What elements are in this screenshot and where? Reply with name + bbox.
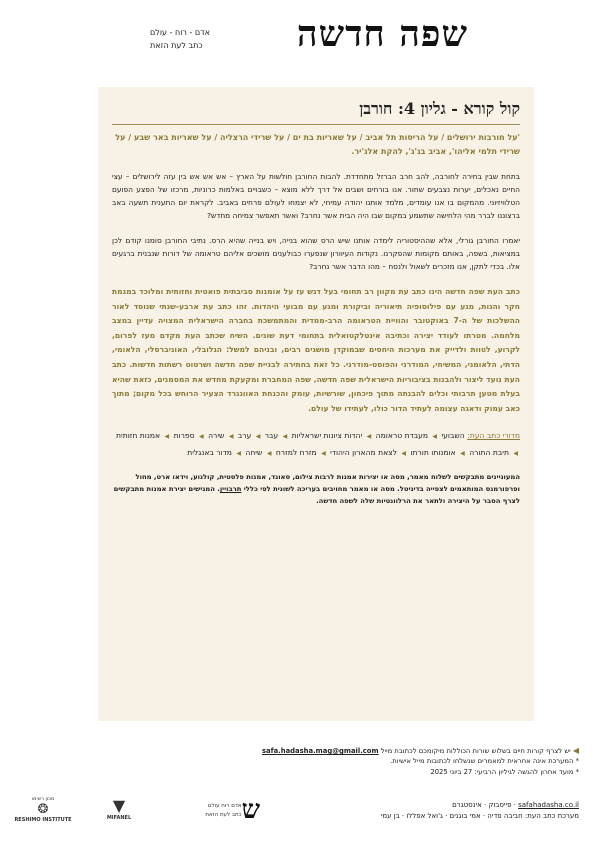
section-item[interactable]: עבר — [262, 431, 281, 441]
section-item[interactable]: מזרח למזרח — [273, 447, 320, 457]
section-item[interactable]: השבועי — [439, 431, 465, 441]
instagram-link[interactable]: אינסטגרם — [452, 801, 482, 809]
section-item[interactable]: ספרות — [171, 431, 198, 441]
reshimo-logo — [12, 796, 74, 823]
style-guide-link[interactable]: תרבויין — [219, 485, 242, 494]
tagline-line-1: אדם - רוח - עולם — [150, 28, 210, 37]
safa-mark: ש — [241, 795, 260, 825]
partner-logos — [12, 796, 262, 836]
content-panel — [98, 87, 534, 721]
info-line-3: * מועד אחרון להגשה לגיליון הרביעי: 27 ביוני 2025 — [430, 767, 579, 776]
logo: שפה חדשה — [296, 13, 468, 55]
sections-label: מדורי כתב העת: — [467, 431, 520, 441]
staff-credits: מערכת כתב העת: חביבה פדיה · אמי בוגנים · ג'ואל אפללו · בן עמי — [380, 812, 579, 820]
reshimo-label: RESHIMO INSTITUTE — [14, 817, 72, 823]
section-item[interactable]: תיבת התורה — [466, 447, 512, 457]
separator-icon: ◀ — [513, 449, 518, 457]
info-line-2: * המערכת אינה אחראית למאמרים שנשלחו לכתובות מייל אישיות. — [390, 757, 579, 766]
mifanel-label: MIFANEL — [106, 815, 132, 821]
reshimo-emblem-icon: ❂ — [37, 802, 49, 817]
page-title: קול קורא - גליון 4: חורבן — [112, 99, 520, 125]
separator-icon: ◀ — [321, 449, 326, 457]
subtitle-quote: 'על חורבות ירושלים / על הריסות תל אביב / על שאריות בת ים / על שרידי הרצליה / על שאריות באר שבע / על שרידי תלמי אליהו', אביב בג'ג', להקת אלג'יר. — [115, 133, 520, 156]
section-item[interactable]: שיחה — [242, 447, 265, 457]
reshimo-he: מכון רשימו — [31, 796, 55, 802]
separator-icon: ◀ — [164, 433, 170, 441]
info-line-1: יש לצרף קורות חיים בשלוש שורות הכוללות מיקומכם לכתובת מייל — [380, 747, 571, 755]
section-item[interactable]: אומנותו תורתו — [408, 447, 459, 457]
tagline-line-2: כתב לעת הזאת — [150, 41, 203, 50]
sections-list — [112, 428, 520, 461]
section-item[interactable]: ערב — [235, 431, 254, 441]
separator-icon: ◀ — [401, 449, 407, 457]
separator-icon: ◀ — [236, 449, 241, 457]
separator-icon: ◀ — [460, 449, 465, 457]
separator-icon: ◀ — [255, 433, 261, 441]
section-item[interactable]: שירה — [205, 431, 227, 441]
submission-note — [112, 471, 520, 507]
paragraph-2: יאמרו החורבן גורלי, אלא שההיסטוריה לימדה אותנו שיש הרס שהוא בנייה, ויש בנייה שהיא הרס. נתיבי החורבן סומנו קודם לכן במציאות, בשפה, באותם מקומות שהפקרנו. נקודות העיוורון שנפערו כבולענים מושכים אליהם טראומה של דורות שנבנית ברגעים אלו. בכדי לתקן, אנו מזכרים לשאול ולנסח – מהו הדבר אשר נחרב? — [112, 236, 520, 271]
section-item[interactable]: לצאת מהארון היהודי — [327, 447, 400, 457]
separator-icon: ◀ — [266, 449, 272, 457]
separator-icon: ◀ — [366, 433, 372, 441]
safa-small-logo — [160, 796, 260, 824]
mifanel-emblem-icon: ▼ — [112, 796, 126, 815]
safa-tag-2: כתב לעת הזאת — [205, 812, 242, 818]
section-item[interactable]: מדור באנגלית — [187, 447, 235, 457]
arrow-icon: ◀ — [572, 746, 579, 755]
website-link[interactable]: safahadasha.co.il — [518, 801, 579, 809]
separator-icon: ◀ — [282, 433, 288, 441]
facebook-link[interactable]: פייסבוק — [488, 801, 512, 809]
paragraph-1: בתחת שבין בחירה לחורבה, להב חרב הברזל מתחדדת. להבות החורבן חולשות על הארץ – אש אש אש בין עזה לירושלים – עצי החיים נאכלים, יערות נצבעים שחור. אנו בורחים ושבים אל דרך ללא מוצא – כשבויים באלמות כרוניות, מרכזו של הפצע הפועם הטלוויזיוני. מהמקום בו אנו עומדים, מלמד אותנו יהודה עמיחי, לא יצמחו לעולם פרחים באביב. לקראת יום התענית תשעה באב ברצוננו לברר מהי הלחישה שתשמע במקום שבו היה הבית אשר נחרב? ואשר תאפשר צמיחה מחדש? — [112, 172, 520, 220]
section-item[interactable]: אמנות חזותית — [116, 431, 163, 441]
separator-icon: ◀ — [199, 433, 204, 441]
safa-tag-1: אדם רוח עולם — [207, 803, 242, 809]
separator-icon: ◀ — [228, 433, 234, 441]
note-part-2: . המגישים יצירת אמנות מתבקשים לצרף הסבר על היצירה ולתאר את הרלוונטיות שלה לשפה חדשה. — [113, 485, 520, 506]
header — [150, 14, 468, 62]
footer-links: safahadasha.co.il · פייסבוק · אינסטגרם מערכת כתב העת: חביבה פדיה · אמי בוגנים · ג'ואל אפללו · בן עמי — [380, 801, 579, 820]
mifanel-logo — [94, 796, 144, 821]
tagline — [150, 26, 210, 52]
paragraph-3: כתב העת שפה חדשה הינו כתב עת מקוון רב תחומי בעל דגש עז על אומנות סביבתית פואטית וחזותית ומלוכד במגמת חקר והגות, מגע עם פילוסופיה תיאוריה וביקורת ומגע עם מבועי היהדות. זהו כתב עת ארבע-שנתי שנוסד לאור ההשלכות של ה-7 באוקטובר והוויית הטראומה הרב-ממדית והמתמשכת בחברה הישראלית המצויה עדיין במצב מלחמה. מטרתו לעודד יצירה וכתיבה אינטלקטואלית בתחומי דעת שונים. השיח שכתב העת מקדם מעז לפרום, לקרוע, לטוות ולדייק את מערכות היחסים שבמוקדן מושגים רבים, ובניהם למשל: הגלובלי, האוניברסלי, הלאומי, הדתי, הלאומני, המשיחי, המודרני והפוסט-מודרני. כל זאת בחתירה לבניית שפה חדשה ושרטוט רשתות חדשות. כתב העת נועד ליצור ולהבנות בציבוריות הישראלית שפה חדשה, שפה המחברת ומקעקת מחדש את המסמנים, כזאת שהיא בעלת מטען תרבותי וכלים להבנתה מתוך פיכחון, שורשיות, עומק והכנחת האוונגרד הצעיר הרוחש בכל מקום; מתוך כאב עמוק ודאגה עצומה לעתיד הדור כולו, לעתידו של עולם. — [112, 287, 521, 413]
email-link[interactable]: safa.hadasha.mag@gmail.com — [261, 747, 379, 755]
footer — [0, 746, 595, 841]
note-part-1: המעוניינים מתבקשים לשלוח מאמר, מסה או יצירות אמנות לרבות צילום, סאונד, אמנות פלסטית, קולנוע, וידאו ארט, מחול ופרפורמנס המותאמים לצפייה בדיגיטל. מסה או מאמר מחויבים בעריכה לשונית לפי כללי — [135, 473, 520, 494]
separator-icon: ◀ — [432, 433, 438, 441]
footer-info — [139, 746, 579, 777]
section-item[interactable]: יהדות ציונות ישראליות — [289, 431, 365, 441]
section-item[interactable]: מעבדת טראומה — [373, 431, 431, 441]
